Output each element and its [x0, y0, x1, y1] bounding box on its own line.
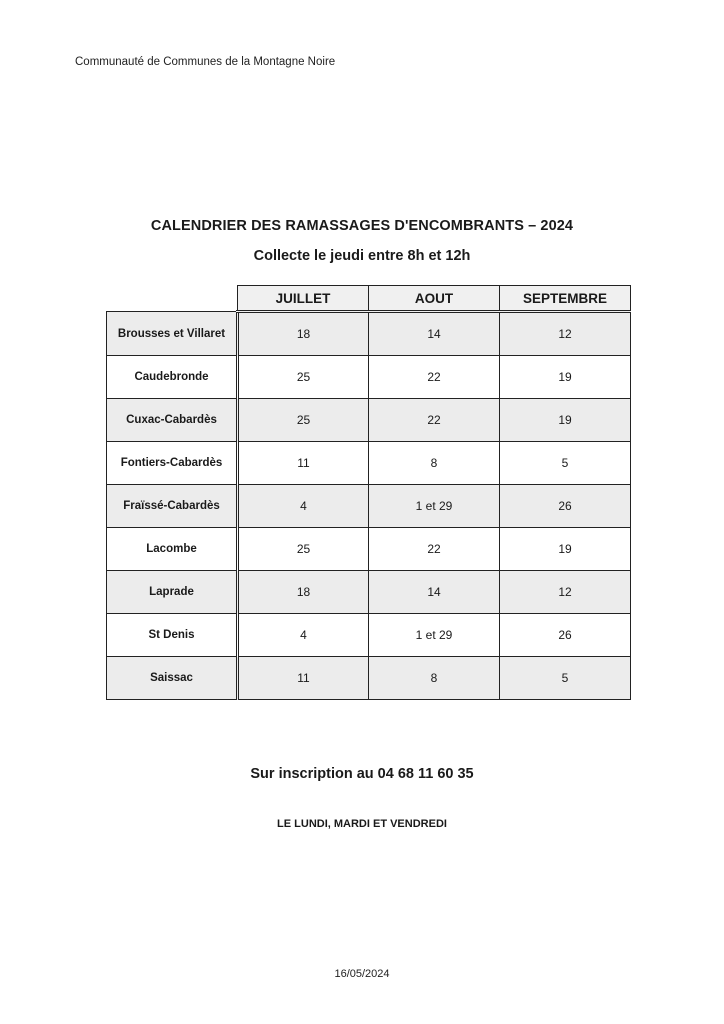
document-title: CALENDRIER DES RAMASSAGES D'ENCOMBRANTS – 2024: [150, 218, 574, 234]
table-row: [107, 399, 631, 442]
date-cell: 25: [238, 528, 369, 571]
commune-cell: Cuxac-Cabardès: [107, 399, 238, 442]
month-header-septembre: SEPTEMBRE: [500, 286, 631, 312]
date-cell: 11: [238, 442, 369, 485]
date-cell: 1 et 29: [369, 485, 500, 528]
date-cell: 1 et 29: [369, 614, 500, 657]
date-cell: 5: [500, 657, 631, 700]
date-cell: 5: [500, 442, 631, 485]
date-cell: 25: [238, 399, 369, 442]
date-cell: 12: [500, 312, 631, 356]
commune-cell: Brousses et Villaret: [107, 312, 238, 356]
inscription-phone: Sur inscription au 04 68 11 60 35: [250, 766, 474, 782]
table-body: [107, 312, 631, 700]
commune-cell: Lacombe: [107, 528, 238, 571]
date-cell: 26: [500, 485, 631, 528]
organization-header: Communauté de Communes de la Montagne Noire: [75, 56, 336, 68]
date-cell: 14: [369, 571, 500, 614]
date-cell: 8: [369, 442, 500, 485]
table-corner: [107, 286, 238, 312]
table-row: [107, 657, 631, 700]
commune-cell: Saissac: [107, 657, 238, 700]
month-header-aout: AOUT: [369, 286, 500, 312]
date-cell: 22: [369, 528, 500, 571]
date-cell: 19: [500, 356, 631, 399]
date-cell: 8: [369, 657, 500, 700]
table-row: [107, 485, 631, 528]
date-cell: 14: [369, 312, 500, 356]
date-cell: 18: [238, 312, 369, 356]
date-cell: 4: [238, 485, 369, 528]
collection-calendar-table: [106, 285, 631, 700]
commune-cell: St Denis: [107, 614, 238, 657]
table-row: [107, 356, 631, 399]
date-cell: 4: [238, 614, 369, 657]
table-row: [107, 528, 631, 571]
date-cell: 19: [500, 399, 631, 442]
date-cell: 18: [238, 571, 369, 614]
date-cell: 11: [238, 657, 369, 700]
date-cell: 25: [238, 356, 369, 399]
table-row: [107, 614, 631, 657]
commune-cell: Fontiers-Cabardès: [107, 442, 238, 485]
document-subtitle: Collecte le jeudi entre 8h et 12h: [253, 248, 471, 264]
commune-cell: Laprade: [107, 571, 238, 614]
date-cell: 19: [500, 528, 631, 571]
month-header-juillet: JUILLET: [238, 286, 369, 312]
inscription-days: LE LUNDI, MARDI ET VENDREDI: [277, 818, 447, 830]
commune-cell: Fraïssé-Cabardès: [107, 485, 238, 528]
table-row: [107, 442, 631, 485]
table-row: [107, 312, 631, 356]
date-cell: 22: [369, 399, 500, 442]
table-header-row: [107, 286, 631, 312]
table-row: [107, 571, 631, 614]
document-date: 16/05/2024: [334, 968, 390, 980]
date-cell: 12: [500, 571, 631, 614]
date-cell: 26: [500, 614, 631, 657]
date-cell: 22: [369, 356, 500, 399]
commune-cell: Caudebronde: [107, 356, 238, 399]
